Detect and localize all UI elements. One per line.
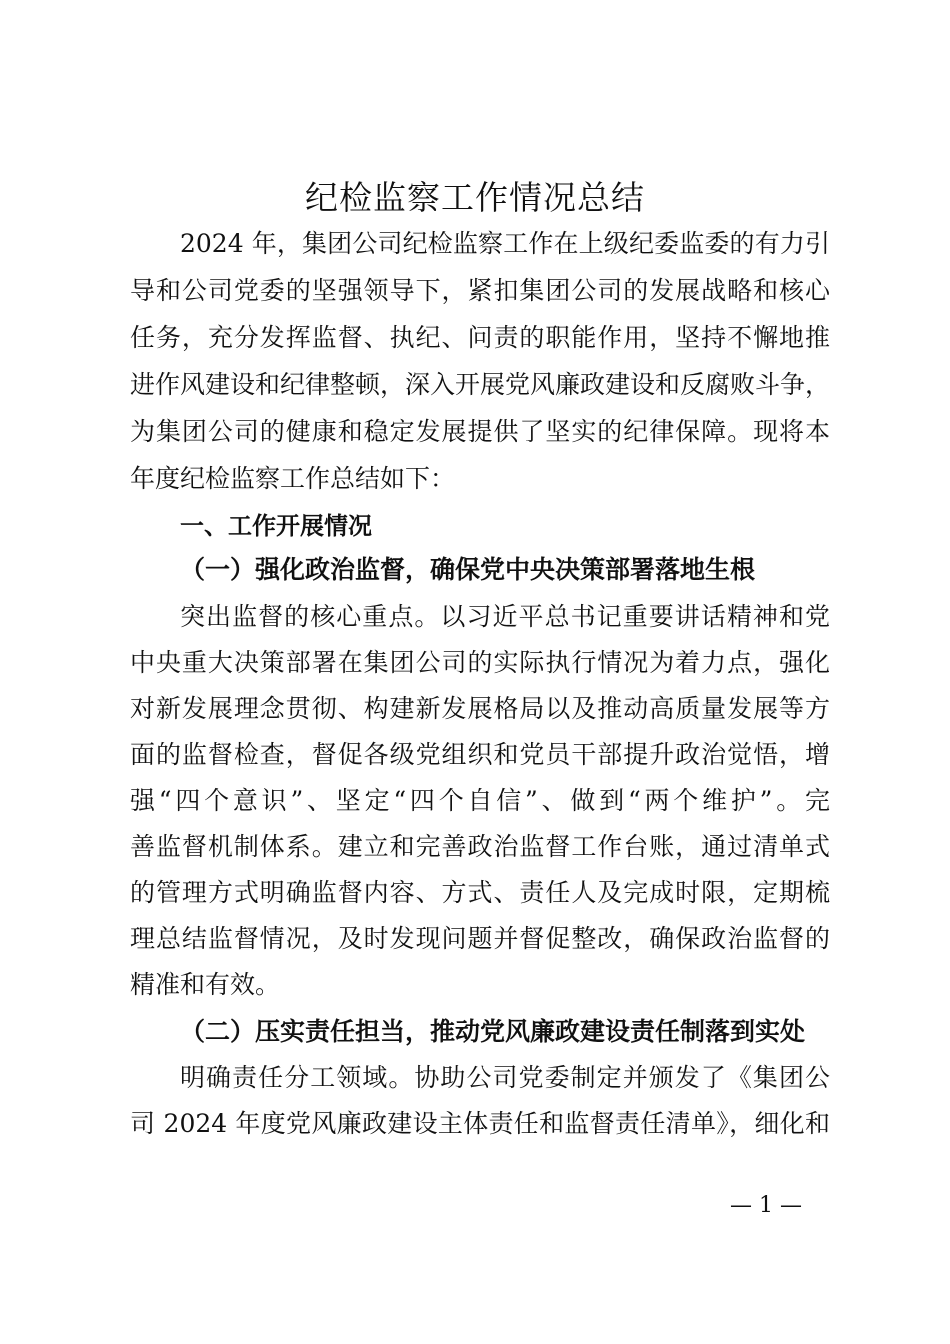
page-number: — 1 — <box>730 1193 802 1218</box>
intro-line-2: 导和公司党委的坚强领导下，紧扣集团公司的发展战略和核心 <box>130 276 830 305</box>
sub1-line-7: 的管理方式明确监督内容、方式、责任人及完成时限，定期梳 <box>130 878 830 907</box>
sub1-line-8: 理总结监督情况，及时发现问题并督促整改，确保政治监督的 <box>130 924 830 953</box>
intro-line-3: 任务，充分发挥监督、执纪、问责的职能作用，坚持不懈地推 <box>130 323 830 352</box>
sub2-line-2: 司 2024 年度党风廉政建设主体责任和监督责任清单》，细化和 <box>130 1109 830 1138</box>
sub1-line-9: 精准和有效。 <box>130 970 281 999</box>
intro-line-5: 为集团公司的健康和稳定发展提供了坚实的纪律保障。现将本 <box>130 417 830 446</box>
sub1-line-5: 强“四个意识”、坚定“四个自信”、做到“两个维护”。完 <box>130 786 830 815</box>
sub1-line-6: 善监督机制体系。建立和完善政治监督工作台账，通过清单式 <box>130 832 830 861</box>
subsection-2-heading: （二）压实责任担当，推动党风廉政建设责任制落到实处 <box>180 1017 806 1046</box>
sub1-line-1: 突出监督的核心重点。以习近平总书记重要讲话精神和党 <box>180 602 830 631</box>
sub1-line-2: 中央重大决策部署在集团公司的实际执行情况为着力点，强化 <box>130 648 830 677</box>
document-title: 纪检监察工作情况总结 <box>305 178 645 217</box>
sub1-line-4: 面的监督检查，督促各级党组织和党员干部提升政治觉悟，增 <box>130 740 830 769</box>
subsection-1-heading: （一）强化政治监督，确保党中央决策部署落地生根 <box>180 555 756 584</box>
sub1-line-3: 对新发展理念贯彻、构建新发展格局以及推动高质量发展等方 <box>130 694 830 723</box>
sub2-line-1: 明确责任分工领域。协助公司党委制定并颁发了《集团公 <box>180 1063 830 1092</box>
intro-line-4: 进作风建设和纪律整顿，深入开展党风廉政建设和反腐败斗争， <box>130 370 831 399</box>
intro-line-6: 年度纪检监察工作总结如下： <box>130 464 456 493</box>
intro-line-1: 2024 年，集团公司纪检监察工作在上级纪委监委的有力引 <box>180 229 830 258</box>
section-1-heading: 一、工作开展情况 <box>180 512 372 540</box>
